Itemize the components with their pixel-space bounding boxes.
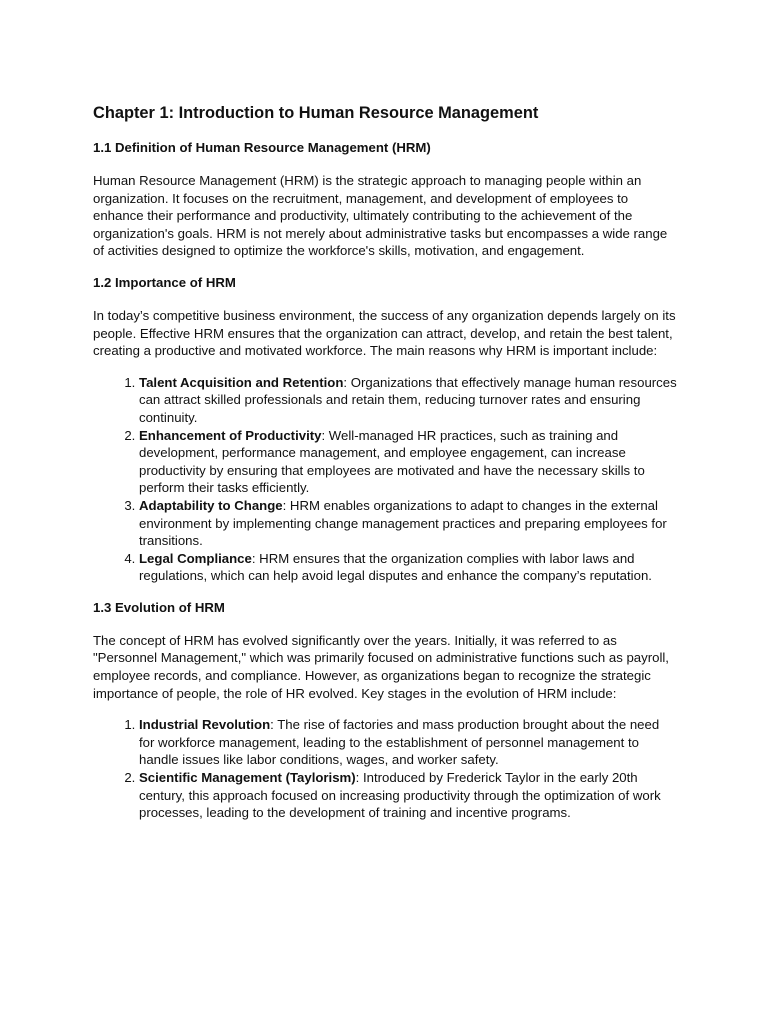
list-item-text: : The rise of factories and mass production brought about the need for workforce management, leading to the establishment of personnel management to handle issues like labor conditions, wages, and worker safety. [139,717,660,768]
list-item [139,550,678,585]
definition-paragraph: Human Resource Management (HRM) is the strategic approach to managing people within an organization. It focuses on the recruitment, management, and development of employees to enhance their performance and productivity, ultimately contributing to the achievement of the organization's goals. HRM is not merely about administrative tasks but encompasses a wide range of activities designed to optimize the workforce's skills, motivation, and engagement. [93,173,668,259]
importance-paragraph: In today’s competitive business environment, the success of any organization depends largely on its people. Effective HRM ensures that the organization can attract, develop, and retain the best talent, creating a productive and motivated workforce. The main reasons why HRM is important include: [93,307,676,359]
list-item [139,374,678,427]
section-heading-importance: 1.2 Importance of HRM [93,274,236,290]
evolution-paragraph: The concept of HRM has evolved significantly over the years. Initially, it was referred to as "Personnel Management," which was primarily focused on administrative functions such as payroll, employee records, and compliance. However, as organizations began to recognize the strategic importance of people, the role of HR evolved. Key stages in the evolution of HRM include: [93,632,669,701]
evolution-list [93,716,678,822]
list-item [139,769,678,822]
list-item [139,427,678,497]
list-item-text: : Well-managed HR practices, such as training and development, performance management, and employee engagement, can increase productivity by ensuring that employees are motivated and have the necessary skills to perform their tasks efficiently. [139,427,645,496]
list-item-text: : HRM ensures that the organization complies with labor laws and regulations, which can help avoid legal disputes and enhance the company’s reputation. [139,550,652,584]
list-item-term: Scientific Management (Taylorism) [139,770,356,786]
chapter-title: Chapter 1: Introduction to Human Resource Management [93,104,539,122]
section-heading-definition: 1.1 Definition of Human Resource Management (HRM) [93,140,431,155]
list-item-term: Legal Compliance [139,550,252,566]
importance-list [93,374,678,585]
list-item-term: Talent Acquisition and Retention [139,374,344,390]
list-item-term: Enhancement of Productivity [139,427,322,443]
list-item [139,497,678,550]
list-item-term: Adaptability to Change [139,497,283,513]
list-item-term: Industrial Revolution [139,717,271,733]
list-item-text: : Introduced by Frederick Taylor in the early 20th century, this approach focused on increasing productivity through the optimization of work processes, leading to the development of training and incentive programs. [139,770,661,821]
list-item-text: : HRM enables organizations to adapt to changes in the external environment by implementing change management practices and preparing employees for transitions. [139,497,667,549]
list-item [139,716,678,769]
section-heading-evolution: 1.3 Evolution of HRM [93,599,225,615]
list-item-text: : Organizations that effectively manage human resources can attract skilled professionals and retain them, reducing turnover rates and ensuring continuity. [139,374,677,425]
